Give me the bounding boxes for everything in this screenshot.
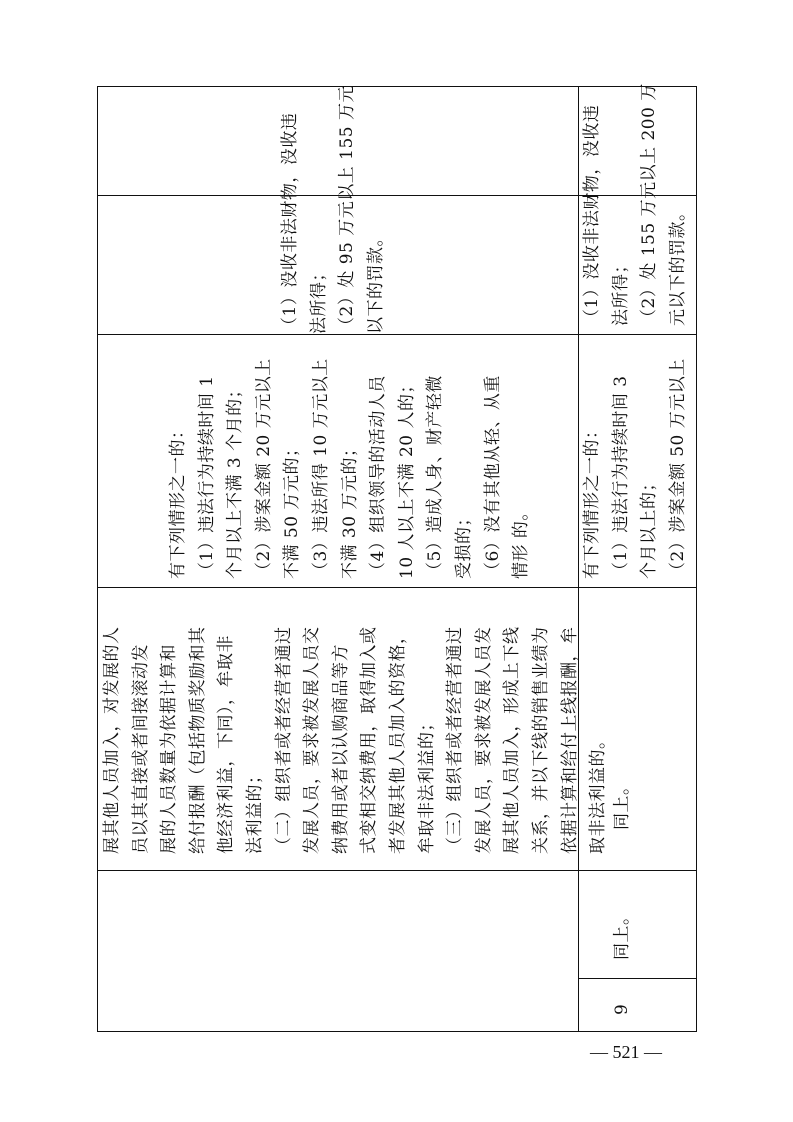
- regulation-table: [97, 83, 697, 1032]
- conduct-line: 同上。: [612, 777, 632, 830]
- lower-penalty-cell: [578, 83, 696, 334]
- penalty-line: 元以下的罚款。: [667, 203, 688, 326]
- penalty-line: （2）处 95 万元以上 155 万元: [337, 84, 358, 334]
- circumstance-line: 有下列情形之一的：: [582, 421, 602, 579]
- page-number: — 521 —: [590, 1042, 662, 1062]
- circumstance-line: 不满 30 万元的；: [339, 439, 360, 579]
- conduct-line: 给付报酬（包括物质奖励和其: [187, 626, 208, 854]
- conduct-line: （三）组织者或者经营者通过: [445, 626, 466, 854]
- circumstance-line: 不满 50 万元的；: [282, 439, 303, 579]
- upper-conduct-cell: [98, 587, 609, 870]
- subject-text: 同上。: [612, 907, 632, 960]
- circumstance-line: （2）涉案金额 50 万元以上: [667, 358, 688, 579]
- conduct-line: （二）组织者或者经营者通过: [273, 626, 294, 854]
- row-index: 9: [612, 1003, 632, 1015]
- circumstance-line: （2）涉案金额 20 万元以上: [253, 358, 274, 579]
- upper-penalty-cell-main: [98, 84, 578, 334]
- circumstance-line: （6）没有其他从轻、从重: [482, 375, 503, 579]
- circumstance-line: （1）违法行为持续时间 3: [610, 375, 631, 579]
- conduct-line: 他经济利益，下同），牟取非: [216, 635, 237, 854]
- conduct-line: 展其他人员加入，对发展的人: [102, 626, 122, 854]
- lower-subject-cell: [578, 870, 696, 978]
- circumstance-line: 个月以上的；: [639, 474, 660, 579]
- upper-circumstances-cell: [98, 334, 578, 587]
- conduct-line: 展其他人员加入，形成上下线: [502, 626, 523, 854]
- column-divider: [578, 978, 696, 979]
- conduct-line: 者发展其他人员加入的资格，: [387, 626, 408, 854]
- conduct-line: 纳费用或者以认购商品等方: [330, 644, 351, 854]
- lower-circumstances-cell: [578, 334, 696, 587]
- circumstance-line: （1）违法行为持续时间 1: [196, 375, 217, 579]
- penalty-line: （1）没收非法财物，没收违: [582, 104, 602, 326]
- conduct-line: 发展人员，要求被发展人员交: [302, 626, 323, 854]
- circumstance-line: （5）造成人身、财产轻微: [425, 375, 446, 579]
- circumstance-line: 受损的；: [453, 509, 474, 579]
- circumstance-line: 有下列情形之一的：: [168, 421, 188, 579]
- penalty-line: 法所得；: [308, 264, 329, 334]
- circumstance-line: 情形 的。: [511, 503, 532, 579]
- conduct-line: 发展人员，要求被发展人员发: [473, 626, 494, 854]
- conduct-line: 法利益的；: [244, 766, 265, 854]
- penalty-line: 以下的罚款。: [365, 229, 386, 334]
- conduct-line: 关系，并以下线的销售业绩为: [530, 626, 551, 854]
- conduct-line: 展的人员数量为依据计算和: [159, 644, 180, 854]
- conduct-line: 取非法利益的。: [588, 731, 609, 854]
- lower-conduct-cell: [578, 587, 696, 870]
- conduct-line: 员以其直接或者间接滚动发: [130, 644, 151, 854]
- circumstance-line: 10 人以上不满 20 人的；: [396, 376, 417, 579]
- circumstance-line: （3）违法所得 10 万元以上: [310, 358, 331, 579]
- circumstance-line: （4）组织领导的活动人员: [368, 375, 389, 579]
- conduct-line: 牟取非法利益的；: [416, 714, 437, 854]
- penalty-line: 法所得；: [610, 256, 631, 326]
- conduct-line: 依据计算和给付上线报酬，牟: [559, 626, 580, 854]
- penalty-line: （1）没收非法财物，没收违: [280, 112, 300, 334]
- conduct-line: 式变相交纳费用，取得加入或: [359, 626, 380, 854]
- circumstance-line: 个月以上不满 3 个月的；: [225, 380, 246, 579]
- lower-index-cell: [578, 978, 696, 1031]
- penalty-line: （2）处 155 万元以上 200 万: [639, 83, 660, 326]
